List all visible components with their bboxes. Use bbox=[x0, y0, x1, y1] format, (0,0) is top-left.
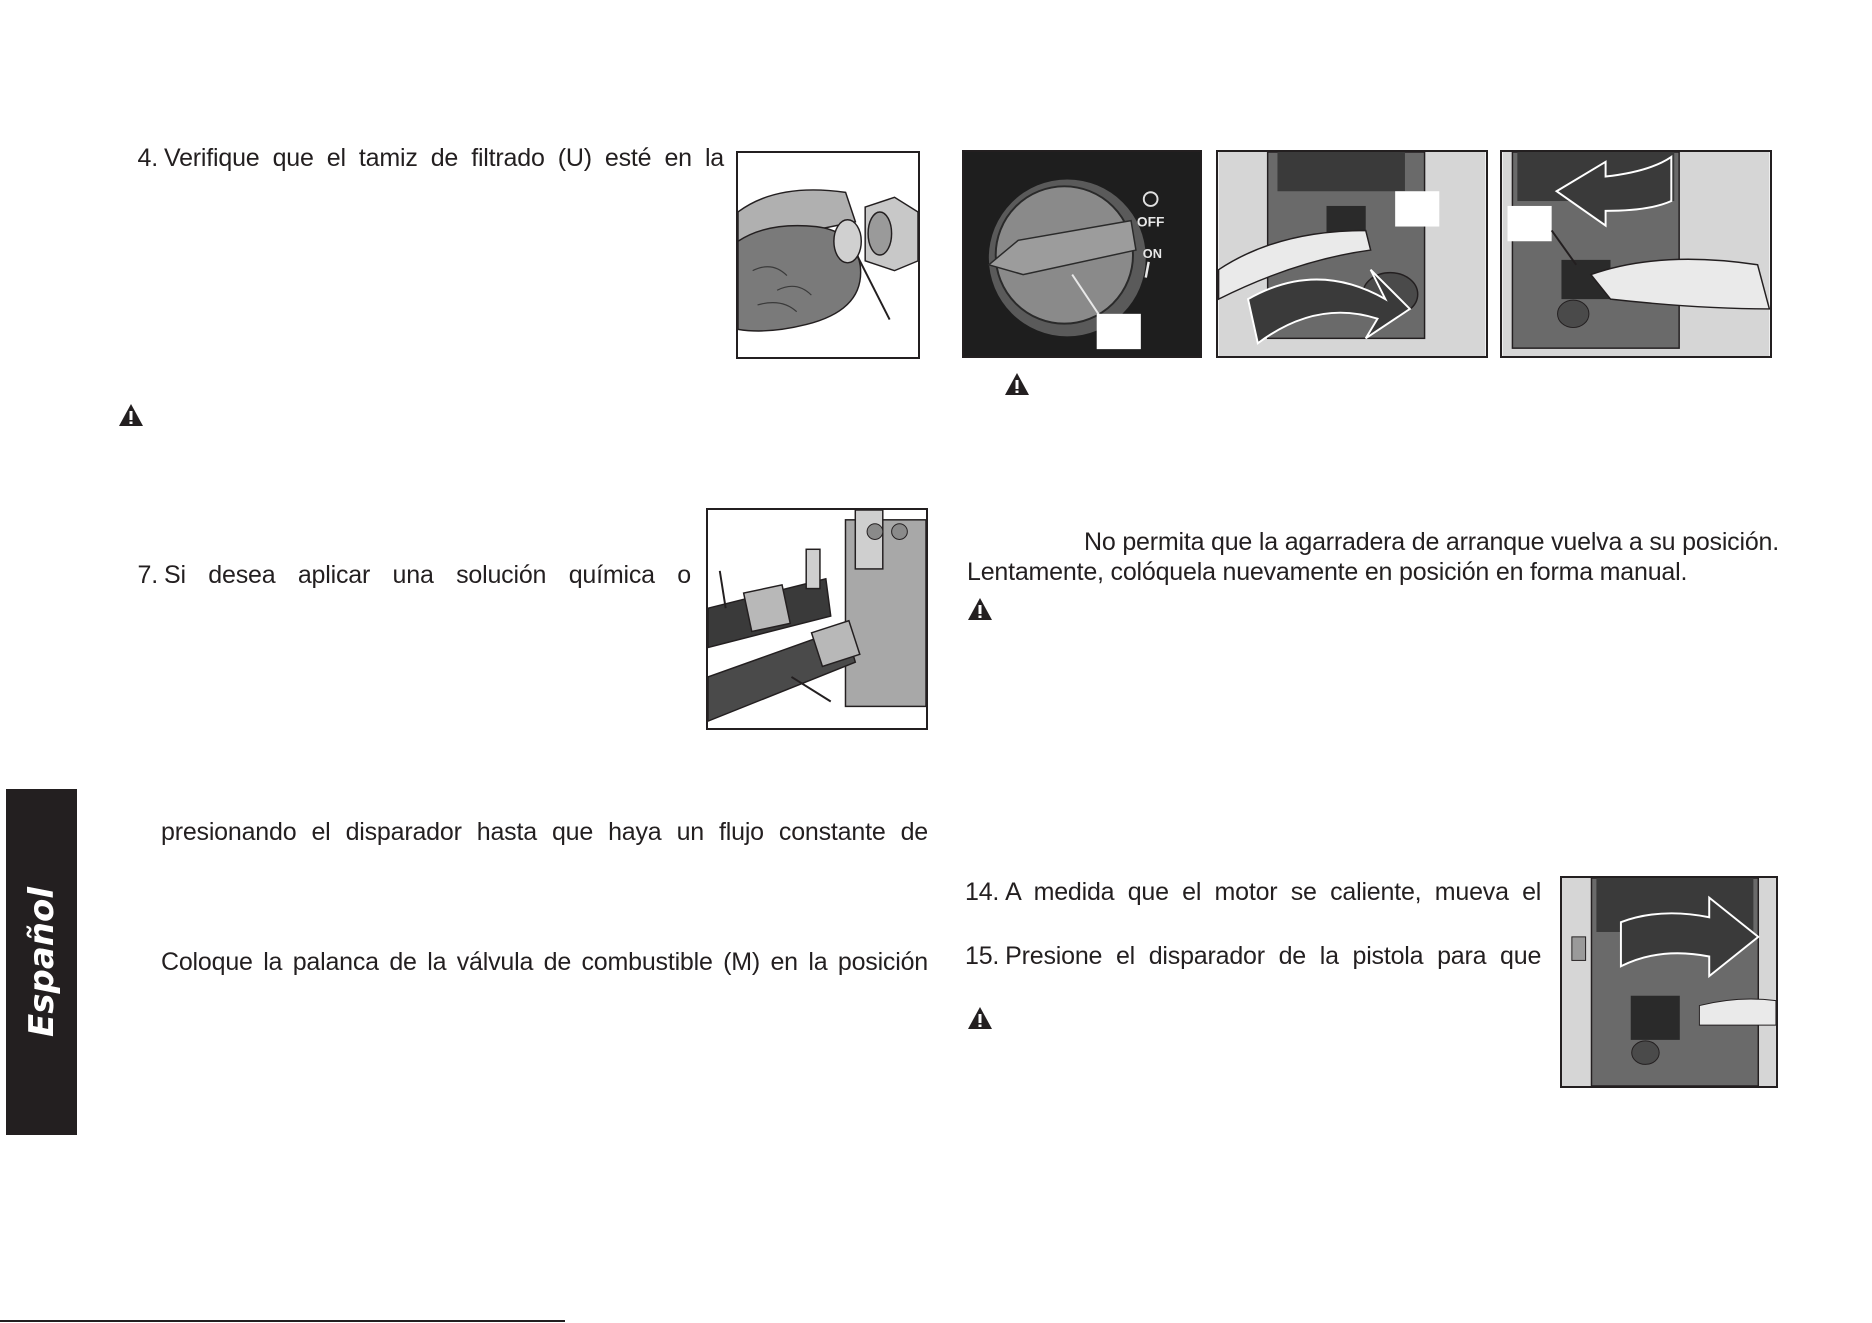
choke-return-illustration bbox=[1562, 878, 1776, 1086]
step-14-text: A medida que el motor se caliente, mueva el bbox=[1005, 878, 1542, 906]
engine-switch-illustration bbox=[964, 152, 1200, 356]
figure-press-choke bbox=[1500, 150, 1772, 358]
figure-engine-switch bbox=[962, 150, 1202, 358]
no-permita-line-2: Lentamente, colóquela nuevamente en posición en forma manual. bbox=[967, 558, 1688, 586]
no-permita-line-1: No permita que la agarradera de arranque vuelva a su posición. bbox=[1084, 528, 1779, 556]
switch-on-label: ON bbox=[1142, 245, 1162, 261]
step-14 bbox=[965, 877, 1548, 907]
switch-off-label: OFF bbox=[1136, 214, 1165, 230]
warning-icon bbox=[967, 1006, 993, 1030]
step-4-number: 4. bbox=[137, 144, 158, 172]
step-4-text: Verifique que el tamiz de filtrado (U) esté en la bbox=[164, 144, 724, 172]
press-choke-illustration bbox=[1502, 152, 1770, 356]
paragraph-trigger: presionando el disparador hasta que haya un flujo constante de bbox=[161, 818, 928, 846]
step-15-text: Presione el disparador de la pistola para que bbox=[1005, 942, 1542, 970]
step-4 bbox=[128, 143, 728, 173]
step-7-number: 7. bbox=[137, 561, 158, 589]
warning-icon bbox=[118, 403, 144, 427]
hose-connection-illustration bbox=[708, 510, 926, 728]
language-tab bbox=[6, 789, 77, 1135]
filter-screen-illustration bbox=[738, 153, 918, 357]
paragraph-fuel-valve: Coloque la palanca de la válvula de combustible (M) en la posición bbox=[161, 948, 928, 976]
warning-icon bbox=[1004, 372, 1030, 396]
step-15-number: 15. bbox=[965, 942, 1000, 970]
step-7-text: Si desea aplicar una solución química o bbox=[164, 561, 691, 589]
figure-choke-return bbox=[1560, 876, 1778, 1088]
pull-starter-illustration bbox=[1218, 152, 1486, 356]
language-tab-label: Español bbox=[21, 887, 62, 1037]
footer-rule bbox=[0, 1320, 565, 1322]
figure-filter-screen bbox=[736, 151, 920, 359]
step-15 bbox=[965, 941, 1548, 971]
step-7 bbox=[128, 560, 695, 590]
figure-pull-starter bbox=[1216, 150, 1488, 358]
step-14-number: 14. bbox=[965, 878, 1000, 906]
figure-hose-connection bbox=[706, 508, 928, 730]
warning-icon bbox=[967, 597, 993, 621]
